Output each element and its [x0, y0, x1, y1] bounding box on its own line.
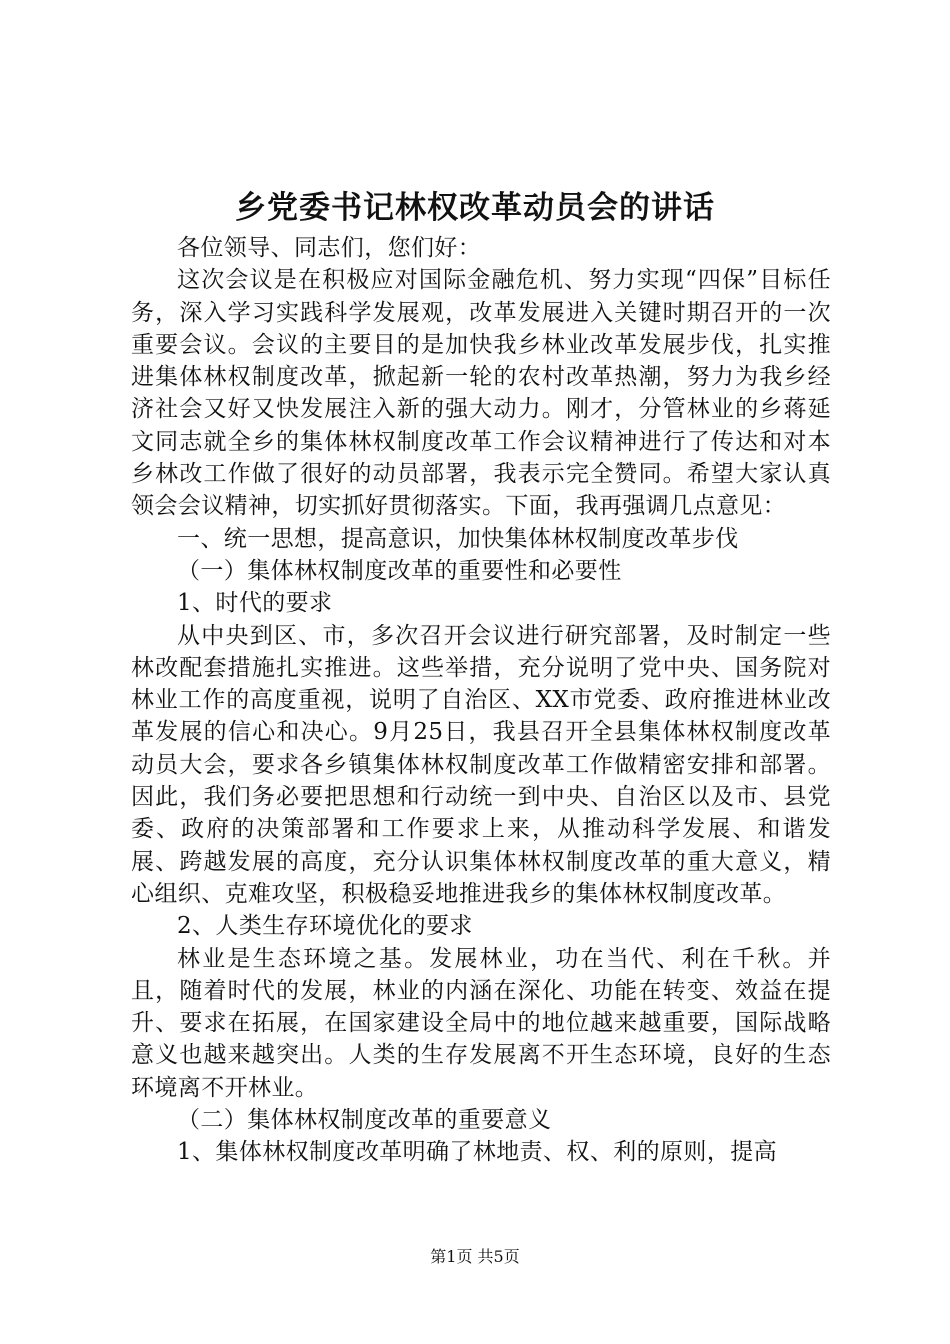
body-paragraph: 从中央到区、市，多次召开会议进行研究部署，及时制定一些林改配套措施扎实推进。这些举措，充分说明了党中央、国务院对林业工作的高度重视，说明了自治区、XX市党委、政府推进林业改革发展的信心和决心。9月25日，我县召开全县集体林权制度改革动员大会，要求各乡镇集体林权制度改革工作做精密安排和部署。因此，我们务必要把思想和行动统一到中央、自治区以及市、县党委、政府的决策部署和工作要求上来，从推动科学发展、和谐发展、跨越发展的高度，充分认识集体林权制度改革的重大意义，精心组织、克难攻坚，积极稳妥地推进我乡的集体林权制度改革。: [131, 622, 831, 907]
section-heading-1: 一、统一思想，提高意识，加快集体林权制度改革步伐: [177, 525, 739, 552]
point-heading-1: 1、时代的要求: [177, 590, 333, 617]
subsection-heading-1: （一）集体林权制度改革的重要性和必要性: [177, 557, 622, 584]
page-footer: 第1页 共5页: [430, 1247, 520, 1266]
document-body: [131, 232, 831, 1169]
subsection-heading-2: （二）集体林权制度改革的重要意义: [177, 1107, 552, 1134]
body-paragraph: 林业是生态环境之基。发展林业，功在当代、利在千秋。并且，随着时代的发展，林业的内涵在深化、功能在转变、效益在提升、要求在拓展，在国家建设全局中的地位越来越重要，国际战略意义也越来越突出。人类的生存发展离不开生态环境，良好的生态环境离不开林业。: [131, 945, 831, 1101]
point-heading-2: 2、人类生存环境优化的要求: [177, 913, 473, 940]
body-paragraph: 1、集体林权制度改革明确了林地责、权、利的原则，提高: [177, 1139, 778, 1166]
document-title: 乡党委书记林权改革动员会的讲话: [235, 190, 715, 226]
intro-paragraph: 这次会议是在积极应对国际金融危机、努力实现“四保”目标任务，深入学习实践科学发展观，改革发展进入关键时期召开的一次重要会议。会议的主要目的是加快我乡林业改革发展步伐，扎实推进集体林权制度改革，掀起新一轮的农村改革热潮，努力为我乡经济社会又好又快发展注入新的强大动力。刚才，分管林业的乡蒋延文同志就全乡的集体林权制度改革工作会议精神进行了传达和对本乡林改工作做了很好的动员部署，我表示完全赞同。希望大家认真领会会议精神，切实抓好贯彻落实。下面，我再强调几点意见：: [131, 267, 831, 520]
greeting-paragraph: 各位领导、同志们，您们好：: [177, 235, 482, 261]
